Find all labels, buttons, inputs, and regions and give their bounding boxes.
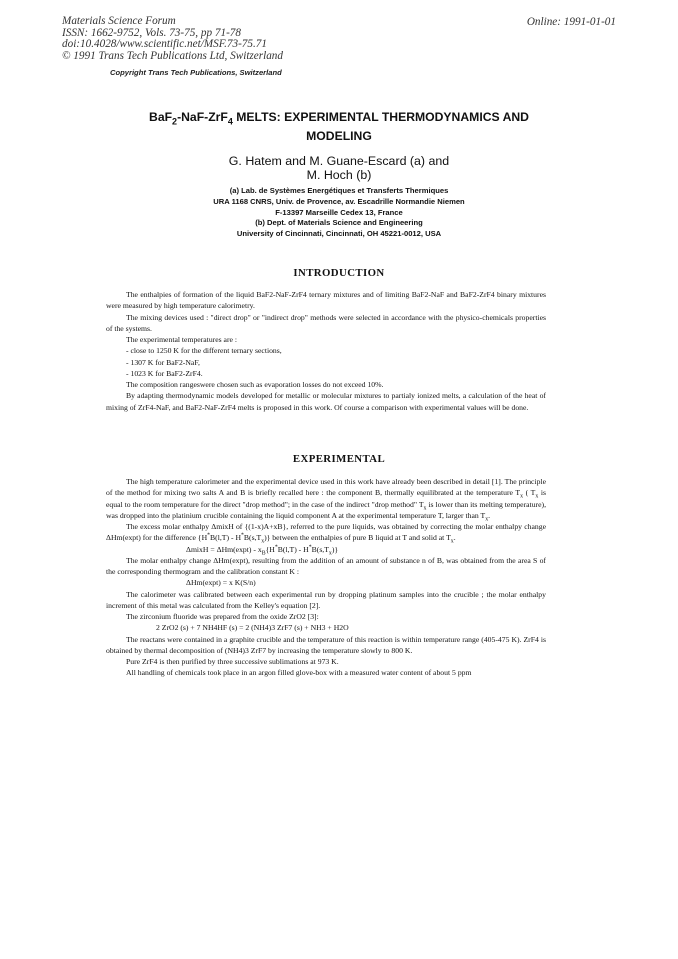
- superscript: *: [308, 543, 312, 550]
- affiliation-line: (b) Dept. of Materials Science and Engineering: [255, 218, 423, 228]
- experimental-body: [106, 476, 546, 679]
- text-run: .: [453, 533, 456, 543]
- paragraph: [106, 521, 546, 544]
- superscript: *: [207, 532, 211, 539]
- text-run: B(s,T: [311, 544, 329, 554]
- paragraph: The zirconium fluoride was prepared from the oxide ZrO2 [3]:: [126, 612, 319, 621]
- section-heading-introduction: INTRODUCTION: [293, 267, 385, 279]
- paragraph: The mixing devices used : "direct drop" or "indirect drop" methods were selected in accordance with the physico-chemicals properties of the systems.: [106, 312, 546, 333]
- paragraph: The experimental temperatures are :: [126, 335, 237, 344]
- affiliation-line: URA 1168 CNRS, Univ. de Provence, av. Escadrille Normandie Niemen: [213, 196, 465, 206]
- title-line-2: MODELING: [306, 129, 372, 144]
- paragraph: The molar enthalpy change ΔHm(expt), resulting from the addition of an amount of substance n of B, was obtained from the area S of the corresponding thermogram and the calibration constant K :: [106, 555, 546, 576]
- affiliation-line: University of Cincinnati, Cincinnati, OH 45221-0012, USA: [236, 229, 442, 239]
- online-date: Online: 1991-01-01: [526, 16, 616, 28]
- paragraph: All handling of chemicals took place in an argon filled glove-box with a measured water content of about 5 ppm: [126, 668, 472, 678]
- text-run: B(l,T) - H: [277, 544, 309, 554]
- doi-line: doi:10.4028/www.scientific.net/MSF.73-75.71: [62, 38, 267, 51]
- superscript: *: [241, 532, 244, 539]
- subscript: B: [261, 550, 266, 557]
- affiliation-line: F-13397 Marseille Cedex 13, France: [275, 207, 403, 217]
- text-run: .: [488, 510, 491, 520]
- subscript: x: [450, 538, 454, 545]
- paragraph: Pure ZrF4 is then purified by three successive sublimations at 973 K.: [126, 657, 339, 666]
- authors-line-1: G. Hatem and M. Guane-Escard (a) and: [228, 154, 450, 168]
- text-run: The excess molar enthalpy ΔmixH of {(1-x)A+xB}, referred to the pure liquids, was obtained by correcting the molar enthalpy change ΔHm(expt) for the difference {H: [106, 522, 546, 543]
- subscript: x: [423, 505, 427, 512]
- list-item: - close to 1250 K for the different ternary sections,: [126, 346, 282, 356]
- text-run: B(l,T) - H: [210, 533, 242, 543]
- paragraph: The reactans were contained in a graphite crucible and the temperature of this reaction is within temperature range (405-475 K). ZrF4 is obtained by thermal decomposition of (NH4)3 ZrF7 by increasing the temperature slowly to 800 K.: [106, 634, 546, 655]
- superscript: *: [274, 543, 278, 550]
- text-run: ΔmixH = ΔHm(expt) - x: [186, 544, 262, 554]
- equation-molar-enthalpy: ΔHm(expt) = x K(S/n): [186, 578, 256, 588]
- paragraph: [106, 476, 546, 521]
- title-part: -NaF-ZrF: [177, 110, 228, 124]
- subscript: x: [261, 538, 265, 545]
- title-part: MELTS: EXPERIMENTAL THERMODYNAMICS AND: [232, 110, 529, 124]
- text-run: is lower than its melting temperature), was dropped into the platinium crucible containing the liquid component A at the experimental temperature T, larger than T: [106, 499, 546, 520]
- subscript: x: [535, 493, 539, 500]
- publication-meta: [62, 16, 283, 62]
- authors: [100, 154, 578, 182]
- text-run: ( T: [523, 488, 536, 498]
- text-run: is equal to the room temperature for the direct "drop method"; in the case of the indirect "drop method" T: [106, 488, 546, 509]
- text-run: )} between the enthalpies of pure B liquid at T and solid at T: [264, 533, 451, 543]
- paper-title: [100, 110, 578, 144]
- reaction-equation: 2 ZrO2 (s) + 7 NH4HF (s) = 2 (NH4)3 ZrF7 (s) + NH3 + H2O: [156, 623, 349, 633]
- title-part: BaF: [149, 110, 173, 124]
- introduction-body: [106, 289, 546, 413]
- authors-line-2: M. Hoch (b): [306, 168, 372, 182]
- affiliations: [100, 186, 578, 240]
- text-run: B(s,T: [243, 533, 262, 543]
- copyright-line: © 1991 Trans Tech Publications Ltd, Switzerland: [62, 49, 283, 62]
- paragraph: By adapting thermodynamic models developed for metallic or molecular mixtures to partialy ionized melts, a calculation of the heat of mixing of ZrF4-NaF, and BaF2-NaF-ZrF4 melts is proposed in this work. Of course a comparison with experimental values will be done.: [106, 391, 546, 412]
- journal-name: Materials Science Forum: [62, 15, 176, 27]
- subscript: x: [328, 550, 332, 557]
- subscript: x: [520, 493, 523, 500]
- issn-line: ISSN: 1662-9752, Vols. 73-75, pp 71-78: [62, 26, 241, 39]
- affiliation-line: (a) Lab. de Systèmes Energétiques et Transferts Thermiques: [229, 186, 449, 195]
- paragraph: The calorimeter was calibrated between each experimental run by dropping platinum samples into the crucible ; the molar enthalpy increment of this metal was calculated from the Kelley's equation [2].: [106, 589, 546, 610]
- copyright-stamp: Copyright Trans Tech Publications, Switzerland: [110, 68, 282, 77]
- paragraph: The composition rangeswere chosen such as evaporation losses do not exceed 10%.: [126, 380, 384, 389]
- subscript: x: [485, 516, 489, 523]
- title-subscript: 2: [172, 116, 178, 127]
- list-item: - 1307 K for BaF2-NaF,: [126, 357, 200, 367]
- title-subscript: 4: [227, 116, 233, 127]
- section-heading-experimental: EXPERIMENTAL: [292, 453, 386, 465]
- text-run: The high temperature calorimeter and the experimental device used in this work have already been described in detail [1]. The principle of the method for mixing two salts A and B is briefly recalled here : the component B, thermally equilibrated at the temperature T: [106, 477, 546, 498]
- equation-mix-enthalpy: [106, 544, 546, 555]
- title-line-1: [100, 110, 578, 129]
- text-run: {H: [265, 544, 275, 554]
- list-item: - 1023 K for BaF2-ZrF4.: [126, 368, 203, 378]
- text-run: )}: [331, 544, 339, 554]
- paragraph: The enthalpies of formation of the liquid BaF2-NaF-ZrF4 ternary mixtures and of limiting BaF2-NaF and BaF2-ZrF4 binary mixtures were measured by high temperature calorimetry.: [106, 290, 546, 311]
